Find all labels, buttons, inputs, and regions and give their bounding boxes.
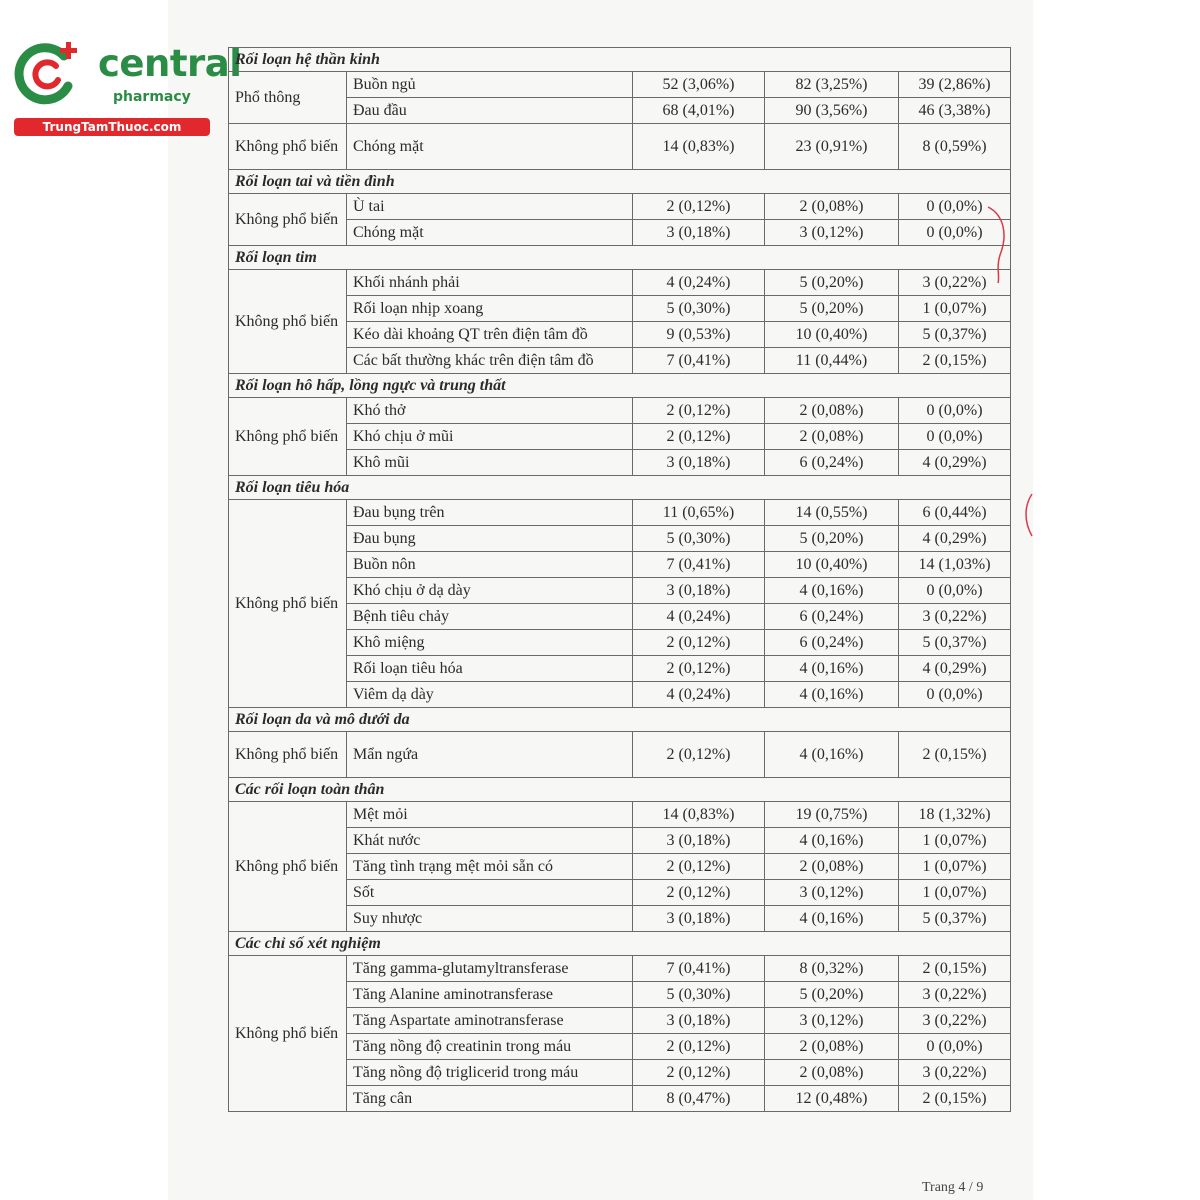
section-title: Các chỉ số xét nghiệm [229,932,1011,956]
count-col-1: 2 (0,12%) [633,1060,765,1086]
adverse-event-term: Chóng mặt [347,220,633,246]
count-col-1: 3 (0,18%) [633,450,765,476]
count-col-2: 4 (0,16%) [765,682,899,708]
count-col-3: 3 (0,22%) [899,1008,1011,1034]
count-col-3: 0 (0,0%) [899,682,1011,708]
table-row [229,880,1011,906]
count-col-2: 11 (0,44%) [765,348,899,374]
count-col-3: 1 (0,07%) [899,854,1011,880]
adverse-event-term: Viêm dạ dày [347,682,633,708]
adverse-event-term: Tăng gamma-glutamyltransferase [347,956,633,982]
section-row [229,246,1011,270]
frequency-label: Không phổ biến [229,500,347,708]
frequency-label: Không phổ biến [229,956,347,1112]
count-col-1: 2 (0,12%) [633,732,765,778]
count-col-2: 2 (0,08%) [765,1034,899,1060]
table-row [229,604,1011,630]
count-col-3: 46 (3,38%) [899,98,1011,124]
section-row [229,374,1011,398]
section-title: Rối loạn tim [229,246,1011,270]
count-col-1: 14 (0,83%) [633,124,765,170]
table-row [229,828,1011,854]
table-row [229,72,1011,98]
section-row [229,708,1011,732]
count-col-3: 1 (0,07%) [899,880,1011,906]
count-col-1: 2 (0,12%) [633,854,765,880]
count-col-1: 7 (0,41%) [633,956,765,982]
pharmacy-cross-icon [12,38,82,108]
adverse-event-term: Buồn ngủ [347,72,633,98]
adverse-event-term: Mệt mỏi [347,802,633,828]
count-col-2: 5 (0,20%) [765,296,899,322]
central-pharmacy-logo[interactable] [12,38,242,138]
table-row [229,322,1011,348]
count-col-1: 68 (4,01%) [633,98,765,124]
table-row [229,802,1011,828]
table-row [229,732,1011,778]
red-pen-mark [986,205,1016,285]
count-col-1: 5 (0,30%) [633,526,765,552]
count-col-2: 3 (0,12%) [765,880,899,906]
count-col-3: 2 (0,15%) [899,956,1011,982]
count-col-2: 6 (0,24%) [765,450,899,476]
count-col-1: 11 (0,65%) [633,500,765,526]
count-col-2: 14 (0,55%) [765,500,899,526]
count-col-2: 10 (0,40%) [765,552,899,578]
adverse-events-table [228,47,1011,1112]
adverse-event-term: Rối loạn tiêu hóa [347,656,633,682]
count-col-3: 1 (0,07%) [899,296,1011,322]
table-row [229,578,1011,604]
table-row [229,906,1011,932]
count-col-3: 39 (2,86%) [899,72,1011,98]
table-row [229,956,1011,982]
count-col-3: 18 (1,32%) [899,802,1011,828]
section-row [229,778,1011,802]
table-row [229,98,1011,124]
count-col-2: 8 (0,32%) [765,956,899,982]
count-col-1: 7 (0,41%) [633,348,765,374]
count-col-2: 2 (0,08%) [765,424,899,450]
section-title: Các rối loạn toàn thân [229,778,1011,802]
count-col-3: 3 (0,22%) [899,270,1011,296]
table-row [229,552,1011,578]
table-row [229,982,1011,1008]
count-col-2: 2 (0,08%) [765,398,899,424]
adverse-event-term: Chóng mặt [347,124,633,170]
frequency-label: Không phổ biến [229,732,347,778]
count-col-2: 10 (0,40%) [765,322,899,348]
adverse-event-term: Khó chịu ở mũi [347,424,633,450]
count-col-3: 5 (0,37%) [899,630,1011,656]
frequency-label: Không phổ biến [229,270,347,374]
section-row [229,932,1011,956]
frequency-label: Không phổ biến [229,802,347,932]
count-col-3: 0 (0,0%) [899,194,1011,220]
adverse-event-term: Mẩn ngứa [347,732,633,778]
count-col-2: 90 (3,56%) [765,98,899,124]
adverse-event-term: Bệnh tiêu chảy [347,604,633,630]
count-col-1: 2 (0,12%) [633,424,765,450]
count-col-1: 3 (0,18%) [633,578,765,604]
count-col-1: 2 (0,12%) [633,1034,765,1060]
table-row [229,398,1011,424]
count-col-2: 2 (0,08%) [765,1060,899,1086]
adverse-event-term: Khô mũi [347,450,633,476]
adverse-event-term: Tăng tình trạng mệt mỏi sẵn có [347,854,633,880]
count-col-2: 6 (0,24%) [765,630,899,656]
count-col-3: 1 (0,07%) [899,828,1011,854]
count-col-2: 4 (0,16%) [765,656,899,682]
brand-subtitle: pharmacy [113,89,191,105]
count-col-3: 3 (0,22%) [899,604,1011,630]
count-col-1: 2 (0,12%) [633,630,765,656]
section-title: Rối loạn hô hấp, lồng ngực và trung thất [229,374,1011,398]
count-col-3: 0 (0,0%) [899,424,1011,450]
site-url-badge[interactable]: TrungTamThuoc.com [14,118,210,136]
count-col-3: 5 (0,37%) [899,906,1011,932]
count-col-3: 0 (0,0%) [899,220,1011,246]
section-title: Rối loạn tai và tiền đình [229,170,1011,194]
count-col-2: 3 (0,12%) [765,220,899,246]
table-row [229,682,1011,708]
frequency-label: Không phổ biến [229,398,347,476]
count-col-3: 3 (0,22%) [899,1060,1011,1086]
count-col-1: 3 (0,18%) [633,220,765,246]
table-row [229,526,1011,552]
page-number: Trang 4 / 9 [922,1180,984,1195]
adverse-event-term: Tăng nồng độ creatinin trong máu [347,1034,633,1060]
count-col-3: 5 (0,37%) [899,322,1011,348]
section-title: Rối loạn tiêu hóa [229,476,1011,500]
count-col-1: 3 (0,18%) [633,828,765,854]
count-col-1: 7 (0,41%) [633,552,765,578]
count-col-2: 82 (3,25%) [765,72,899,98]
adverse-event-term: Kéo dài khoảng QT trên điện tâm đồ [347,322,633,348]
count-col-3: 6 (0,44%) [899,500,1011,526]
count-col-1: 52 (3,06%) [633,72,765,98]
adverse-event-term: Rối loạn nhịp xoang [347,296,633,322]
count-col-3: 8 (0,59%) [899,124,1011,170]
adverse-event-term: Sốt [347,880,633,906]
count-col-3: 0 (0,0%) [899,1034,1011,1060]
count-col-1: 5 (0,30%) [633,982,765,1008]
count-col-3: 14 (1,03%) [899,552,1011,578]
adverse-event-term: Đau bụng [347,526,633,552]
adverse-event-term: Các bất thường khác trên điện tâm đồ [347,348,633,374]
count-col-1: 2 (0,12%) [633,656,765,682]
count-col-2: 2 (0,08%) [765,194,899,220]
table-row [229,630,1011,656]
adverse-event-term: Tăng cân [347,1086,633,1112]
count-col-2: 3 (0,12%) [765,1008,899,1034]
count-col-3: 4 (0,29%) [899,450,1011,476]
count-col-3: 2 (0,15%) [899,1086,1011,1112]
count-col-2: 19 (0,75%) [765,802,899,828]
count-col-2: 4 (0,16%) [765,732,899,778]
count-col-2: 2 (0,08%) [765,854,899,880]
count-col-1: 8 (0,47%) [633,1086,765,1112]
section-title: Rối loạn hệ thần kinh [229,48,1011,72]
count-col-2: 4 (0,16%) [765,828,899,854]
section-row [229,476,1011,500]
table-row [229,296,1011,322]
adverse-event-term: Khô miệng [347,630,633,656]
section-title: Rối loạn da và mô dưới da [229,708,1011,732]
count-col-2: 4 (0,16%) [765,578,899,604]
table-row [229,424,1011,450]
count-col-3: 0 (0,0%) [899,578,1011,604]
frequency-label: Không phổ biến [229,194,347,246]
adverse-event-term: Tăng nồng độ triglicerid trong máu [347,1060,633,1086]
count-col-1: 2 (0,12%) [633,880,765,906]
red-pen-mark [1020,492,1036,538]
count-col-1: 4 (0,24%) [633,270,765,296]
section-row [229,48,1011,72]
count-col-1: 2 (0,12%) [633,194,765,220]
count-col-3: 4 (0,29%) [899,526,1011,552]
count-col-1: 5 (0,30%) [633,296,765,322]
count-col-3: 0 (0,0%) [899,398,1011,424]
table-row [229,348,1011,374]
adverse-event-term: Buồn nôn [347,552,633,578]
section-row [229,170,1011,194]
brand-name: central [98,42,242,85]
table-row [229,450,1011,476]
adverse-event-term: Đau đầu [347,98,633,124]
count-col-2: 5 (0,20%) [765,982,899,1008]
count-col-1: 3 (0,18%) [633,1008,765,1034]
count-col-3: 2 (0,15%) [899,348,1011,374]
table-row [229,656,1011,682]
table-row [229,270,1011,296]
count-col-3: 3 (0,22%) [899,982,1011,1008]
adverse-event-term: Khát nước [347,828,633,854]
table-row [229,854,1011,880]
adverse-event-term: Tăng Alanine aminotransferase [347,982,633,1008]
table-row [229,220,1011,246]
count-col-3: 2 (0,15%) [899,732,1011,778]
adverse-event-term: Khó thở [347,398,633,424]
count-col-1: 2 (0,12%) [633,398,765,424]
count-col-2: 5 (0,20%) [765,270,899,296]
table-row [229,1034,1011,1060]
table-row [229,1008,1011,1034]
count-col-1: 14 (0,83%) [633,802,765,828]
count-col-2: 4 (0,16%) [765,906,899,932]
table-row [229,1060,1011,1086]
count-col-1: 9 (0,53%) [633,322,765,348]
table-row [229,500,1011,526]
adverse-event-term: Đau bụng trên [347,500,633,526]
adverse-event-term: Khối nhánh phải [347,270,633,296]
adverse-event-term: Ù tai [347,194,633,220]
frequency-label: Phổ thông [229,72,347,124]
adverse-event-term: Tăng Aspartate aminotransferase [347,1008,633,1034]
adverse-event-term: Khó chịu ở dạ dày [347,578,633,604]
count-col-3: 4 (0,29%) [899,656,1011,682]
frequency-label: Không phổ biến [229,124,347,170]
table-row [229,1086,1011,1112]
count-col-2: 23 (0,91%) [765,124,899,170]
table-row [229,194,1011,220]
count-col-1: 3 (0,18%) [633,906,765,932]
count-col-2: 6 (0,24%) [765,604,899,630]
count-col-1: 4 (0,24%) [633,604,765,630]
count-col-1: 4 (0,24%) [633,682,765,708]
table-row [229,124,1011,170]
count-col-2: 5 (0,20%) [765,526,899,552]
adverse-event-term: Suy nhược [347,906,633,932]
count-col-2: 12 (0,48%) [765,1086,899,1112]
